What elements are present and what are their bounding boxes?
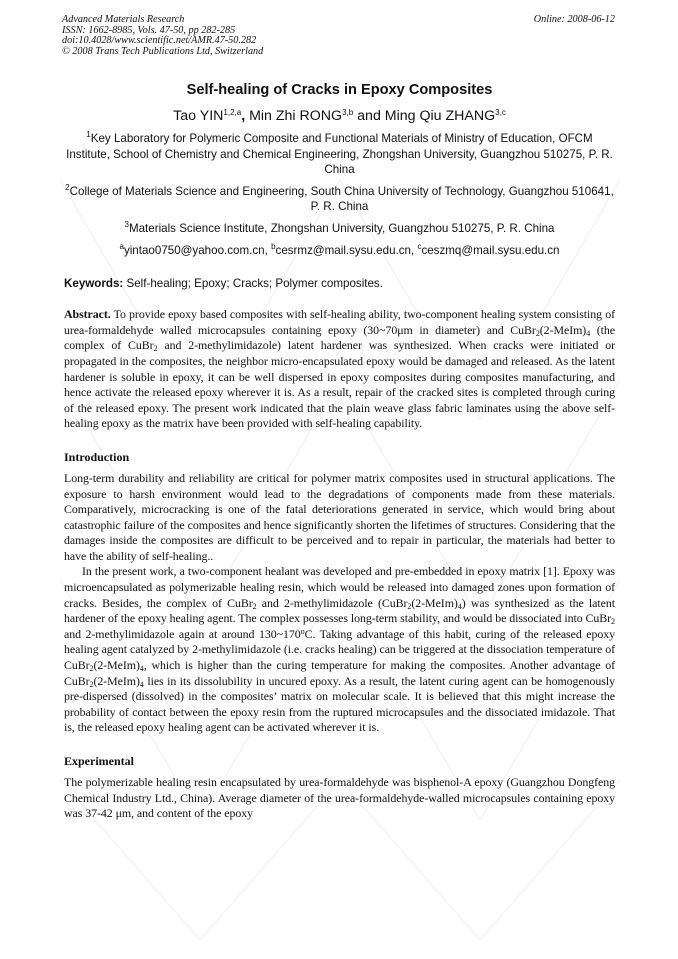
- affiliation-text: Materials Science Institute, Zhongshan University, Guangzhou 510275, P. R. China: [128, 221, 555, 235]
- paragraph-text: ) was synthesized as the latent hardener of the epoxy healing agent. The complex possesses long-term stability, and would be dissociated into CuBr: [64, 595, 615, 626]
- paragraph-text: , which is higher than the curing temperature for making the composites. Another advantage of CuBr: [64, 658, 615, 688]
- author-name: Min Zhi RONG: [249, 108, 343, 124]
- subscript: 2: [611, 617, 615, 627]
- affiliation-number: 1: [86, 130, 91, 139]
- abstract: [64, 307, 615, 432]
- subscript: 4: [457, 601, 462, 611]
- affiliation-1: [64, 131, 615, 178]
- subscript: 4: [586, 328, 591, 338]
- issn-line: ISSN: 1662-8985, Vols. 47-50, pp 282-285: [62, 24, 236, 36]
- subscript: 2: [89, 664, 94, 674]
- section-heading-experimental: Experimental: [64, 754, 134, 768]
- keywords-text: Self-healing; Epoxy; Cracks; Polymer composites.: [123, 277, 383, 291]
- abstract-text: To provide epoxy based composites with self-healing ability, two-component healing system consisting of urea-formaldehyde walled microcapsules containing epoxy (30~70μm in diameter) and CuBr: [64, 307, 615, 337]
- paragraph-text: and 2-methylimidazole again at around 130~170: [64, 626, 301, 641]
- author-line: [64, 107, 615, 125]
- paragraph-text: (2-MeIm): [411, 595, 458, 610]
- section-heading-introduction: Introduction: [64, 449, 130, 464]
- abstract-text: (the complex of CuBr: [64, 322, 615, 353]
- paragraph-text: (2-MeIm): [93, 673, 140, 688]
- paragraph-text: In the present work, a two-component healant was developed and pre-embedded in epoxy matrix [1]. Epoxy was microencapsulated as polymerizable healing resin, which would be released into damaged zones upon formation of cracks. Besides, the complex of CuBr: [64, 564, 615, 610]
- keywords: [64, 276, 615, 291]
- author-name: Ming Qiu ZHANG: [384, 108, 496, 124]
- paragraph-text: lies in its dissolubility in uncured epoxy. As a result, the latent curing agent can be homogenously pre-dispersed (dissolved) in the composites’ matrix on molecular scale. It is believed that this might increase the probability of contact between the epoxy resin from the ruptured microcapsules and the dissociated imidazole. That is, the released epoxy healing agent can be activated wherever it is.: [64, 673, 615, 735]
- subscript: 2: [89, 679, 94, 689]
- intro-paragraph-2: [64, 564, 615, 736]
- author-sup: 3,c: [495, 108, 506, 117]
- online-date: Online: 2008-06-12: [533, 14, 615, 25]
- author-separator: ,: [241, 108, 250, 124]
- journal-header: [62, 15, 263, 57]
- email-sup: a: [119, 241, 124, 251]
- superscript: o: [300, 626, 305, 636]
- email-line: [64, 243, 615, 259]
- doi-line[interactable]: doi:10.4028/www.scientific.net/AMR.47-50.282: [62, 35, 257, 47]
- author-sup: 3,b: [342, 108, 354, 117]
- experimental-paragraph-1: The polymerizable healing resin encapsulated by urea-formaldehyde was bisphenol-A epoxy (Guangzhou Dongfeng Chemical Industry Ltd., China). Average diameter of the urea-formaldehyde-walled microcapsules containing epoxy was 37-42 μm, and content of the epoxy: [64, 775, 615, 821]
- email-b[interactable]: cesrmz@mail.sysu.edu.cn,: [275, 243, 418, 257]
- affiliation-number: 3: [124, 219, 129, 229]
- affiliation-3: [64, 221, 615, 237]
- affiliation-text: College of Materials Science and Engineering, South China University of Technology, Guangzhou 510641, P. R. China: [69, 184, 614, 214]
- affiliation-2: [64, 184, 615, 215]
- intro-paragraph-1: Long-term durability and reliability are critical for polymer matrix composites used in structural applications. The exposure to harsh environment would lead to the degradations of components made from these materials. Comparatively, microcracking is one of the fatal deteriorations generated in service, which would bring about catastrophic failure of the composites and hence significantly shorten the lifetimes of structures. Considering that the damages inside the composites are difficult to be perceived and to repair in particular, the materials had better to have the ability of self-healing..: [64, 470, 615, 563]
- subscript: 4: [139, 679, 144, 689]
- author-separator: and: [353, 108, 385, 124]
- abstract-text: and 2-methylimidazole) latent hardener was synthesized. When cracks were initiated or propagated in the composites, the neighbor micro-encapsulated epoxy would be damaged and released. As the latent hardener is soluble in epoxy, it can be well dispersed in epoxy composites during composites manufacturing, and hence activate the released epoxy wherever it is. As a result, repair of the cracked sites is completed through curing of the released epoxy. The present work indicated that the plain weave glass fabric laminates using the above self-healing epoxy as the matrix have been provided with self-healing capability.: [64, 338, 615, 431]
- abstract-label: Abstract.: [64, 307, 111, 322]
- copyright-line: © 2008 Trans Tech Publications Ltd, Switzerland: [62, 45, 264, 57]
- subscript: 2: [252, 601, 257, 611]
- email-a[interactable]: yintao0750@yahoo.com.cn,: [123, 243, 272, 257]
- subscript: 2: [153, 344, 158, 354]
- keywords-label: Keywords:: [64, 277, 124, 291]
- paragraph-text: and 2-methylimidazole (CuBr: [256, 595, 408, 610]
- journal-name: Advanced Materials Research: [62, 14, 185, 25]
- affiliation-number: 2: [65, 182, 70, 192]
- paper-title: Self-healing of Cracks in Epoxy Composites: [186, 82, 493, 98]
- email-sup: b: [271, 241, 276, 251]
- subscript: 4: [139, 664, 144, 674]
- paragraph-text: C. Taking advantage of this habit, curing of the released epoxy healing agent catalyzed by 2-methylimidazole (i.e. cracks healing) can be triggered at the dissociation temperature of CuBr: [64, 626, 615, 673]
- paragraph-text: (2-MeIm): [93, 658, 140, 673]
- email-c[interactable]: ceszmq@mail.sysu.edu.cn: [421, 243, 560, 257]
- paper-body: [64, 80, 615, 822]
- email-sup: c: [417, 241, 422, 251]
- affiliation-text: Key Laboratory for Polymeric Composite and Functional Materials of Ministry of Education, OFCM Institute, School of Chemistry and Chemical Engineering, Zhongshan University, Guangzhou 510275, P. R. China: [66, 132, 613, 177]
- subscript: 2: [535, 328, 540, 338]
- author-sup: 1,2,a: [223, 108, 242, 117]
- author-name: Tao YIN: [173, 108, 224, 124]
- abstract-text: (2-MeIm): [539, 322, 587, 337]
- subscript: 2: [407, 601, 412, 611]
